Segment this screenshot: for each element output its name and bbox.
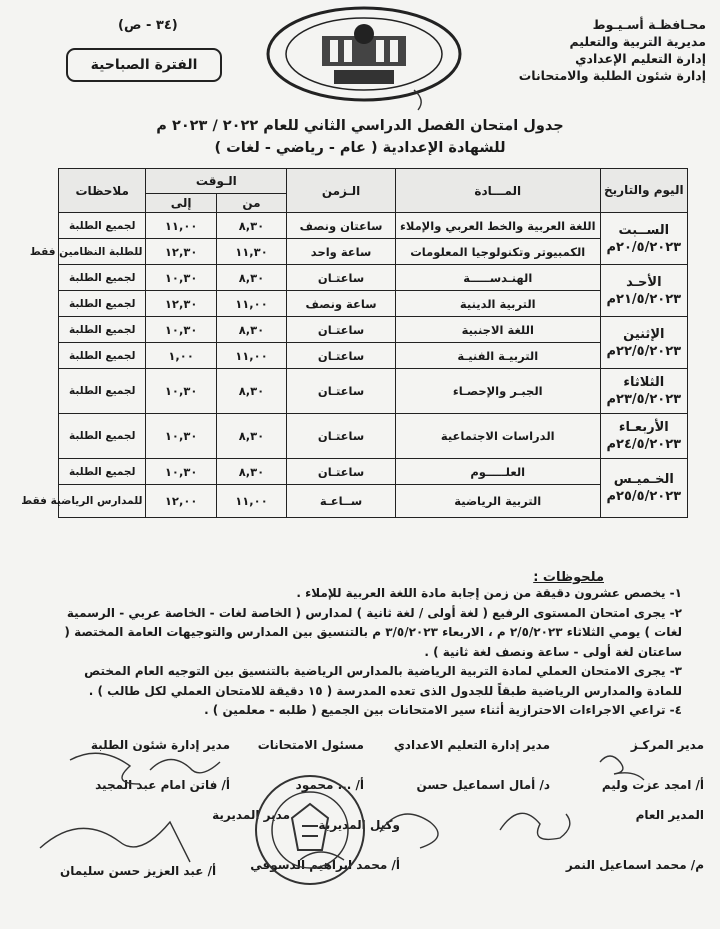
- signature-title: مدير المديرية: [212, 808, 290, 822]
- day-cell: [600, 265, 687, 317]
- column-header-duration: الـزمن: [287, 169, 396, 213]
- to-cell: ١٠,٣٠: [146, 265, 216, 291]
- from-cell: ١١,٣٠: [216, 239, 286, 265]
- table-row: [59, 343, 688, 369]
- table-row: [59, 213, 688, 239]
- column-header-notes: ملاحظات: [59, 169, 146, 213]
- column-header-subject: المـــادة: [395, 169, 600, 213]
- note-cell: لجميع الطلبة: [59, 291, 146, 317]
- to-cell: ١٠,٣٠: [146, 317, 216, 343]
- from-cell: ٨,٣٠: [216, 213, 286, 239]
- duration-cell: ساعة ونصف: [287, 291, 396, 317]
- header-line: إدارة التعليم الإعدادي: [575, 51, 706, 66]
- duration-cell: ســاعـة: [287, 485, 396, 518]
- note-cell: للطلبة النظامين فقط: [59, 239, 146, 265]
- page-title: جدول امتحان الفصل الدراسي الثاني للعام ٢٠٢٢ / ٢٠٢٣ م: [156, 118, 564, 134]
- to-cell: ١٢,٣٠: [146, 239, 216, 265]
- subject-cell: التربية الرياضية: [395, 485, 600, 518]
- signature-name: أ/ عبد العزيز حسن سليمان: [60, 864, 217, 878]
- header-line: مديرية التربية والتعليم: [569, 34, 706, 49]
- day-date: ٢٤/٥/٢٠٢٣م: [606, 437, 682, 452]
- note-cell: لجميع الطلبة: [59, 414, 146, 459]
- header-line: إدارة شئون الطلبة والامتحانات: [518, 68, 706, 83]
- shift-label: الفترة الصباحية: [66, 48, 222, 82]
- table-row: [59, 317, 688, 343]
- table-row: [59, 485, 688, 518]
- day-cell: [600, 459, 687, 518]
- to-cell: ١٢,٠٠: [146, 485, 216, 518]
- to-cell: ١,٠٠: [146, 343, 216, 369]
- table-row: [59, 291, 688, 317]
- from-cell: ١١,٠٠: [216, 343, 286, 369]
- table-row: [59, 414, 688, 459]
- column-header-to: إلى: [146, 194, 216, 213]
- day-date: ٢٥/٥/٢٠٢٣م: [606, 489, 682, 504]
- duration-cell: ساعتان ونصف: [287, 213, 396, 239]
- day-date: ٢٣/٥/٢٠٢٣م: [606, 392, 682, 407]
- subject-cell: الدراسات الاجتماعية: [395, 414, 600, 459]
- day-name: الخـميـس: [613, 472, 674, 487]
- note-cell: لجميع الطلبة: [59, 343, 146, 369]
- signature-title: المدير العام: [635, 808, 704, 822]
- from-cell: ٨,٣٠: [216, 265, 286, 291]
- note-cell: لجميع الطلبة: [59, 213, 146, 239]
- duration-cell: ساعتـان: [287, 459, 396, 485]
- directorate-logo-icon: [264, 4, 464, 114]
- signature-title: مسئول الامتحانات: [257, 738, 364, 752]
- column-header-time: الـوقت: [146, 169, 287, 194]
- note-cell: لجميع الطلبة: [59, 265, 146, 291]
- subject-cell: الهنـدســـــة: [395, 265, 600, 291]
- day-name: الأربعـاء: [618, 420, 669, 435]
- to-cell: ١٠,٣٠: [146, 369, 216, 414]
- day-cell: [600, 414, 687, 459]
- to-cell: ١٠,٣٠: [146, 459, 216, 485]
- to-cell: ١٠,٣٠: [146, 414, 216, 459]
- from-cell: ٨,٣٠: [216, 317, 286, 343]
- table-row: [59, 459, 688, 485]
- day-cell: [600, 213, 687, 265]
- to-cell: ١١,٠٠: [146, 213, 216, 239]
- form-code: (٣٤ - ص): [118, 18, 178, 33]
- note-cell: للمدارس الرياضية فقط: [59, 485, 146, 518]
- from-cell: ٨,٣٠: [216, 414, 286, 459]
- day-cell: [600, 369, 687, 414]
- to-cell: ١٢,٣٠: [146, 291, 216, 317]
- duration-cell: ساعتـان: [287, 317, 396, 343]
- subject-cell: التربية الدينية: [395, 291, 600, 317]
- subject-cell: التربيـة الفنيـة: [395, 343, 600, 369]
- from-cell: ٨,٣٠: [216, 459, 286, 485]
- note-cell: لجميع الطلبة: [59, 369, 146, 414]
- subject-cell: الجبـر والإحصـاء: [395, 369, 600, 414]
- notes-list: [52, 584, 682, 721]
- subject-cell: الكمبيوتر وتكنولوجيا المعلومات: [395, 239, 600, 265]
- note-item: ٣- يجرى الامتحان العملي لمادة التربية الرياضية بالمدارس الرياضية بالتنسيق بين التوجيه العام المختص للمادة والمدارس الرياضية طبقاً للجدول الذى تعده المدرسة ( ١٥ دقيقة للامتحان العملي لكل طالب ) .: [84, 664, 682, 698]
- day-date: ٢٢/٥/٢٠٢٣م: [606, 343, 682, 359]
- signature-name: د/ أمال اسماعيل حسن: [416, 778, 550, 792]
- signature-name: أ/ فاتن امام عبد المجيد: [95, 778, 230, 792]
- exam-schedule-table: [21, 168, 688, 518]
- from-cell: ١١,٠٠: [216, 291, 286, 317]
- duration-cell: ساعتـان: [287, 369, 396, 414]
- column-header-from: من: [216, 194, 286, 213]
- signature-name: أ/ محمد ابراهيم الدسوقي: [250, 858, 400, 872]
- subject-cell: العلـــــوم: [395, 459, 600, 485]
- table-row: [59, 265, 688, 291]
- note-cell: لجميع الطلبة: [59, 317, 146, 343]
- signature-title: مدير إدارة شئون الطلبة: [90, 738, 230, 752]
- day-name: الإثنين: [623, 326, 665, 342]
- notes-title: ملحوظات :: [533, 570, 604, 585]
- from-cell: ٨,٣٠: [216, 369, 286, 414]
- note-item: ١- يخصص عشرون دقيقة من زمن إجابة مادة اللغة العربية للإملاء .: [296, 586, 682, 600]
- from-cell: ١١,٠٠: [216, 485, 286, 518]
- column-header-day: اليوم والتاريخ: [600, 169, 687, 213]
- day-name: الثلاثاء: [623, 375, 665, 390]
- day-cell: [600, 317, 687, 369]
- duration-cell: ساعتـان: [287, 343, 396, 369]
- duration-cell: ساعة واحد: [287, 239, 396, 265]
- day-name: الأحـد: [626, 274, 662, 290]
- table-row: [59, 239, 688, 265]
- day-date: ٢٠/٥/٢٠٢٣م: [606, 239, 682, 255]
- subject-cell: اللغة العربية والخط العربي والإملاء: [395, 213, 600, 239]
- signature-name: أ/ ... محمود: [295, 778, 364, 792]
- note-item: ٤- تراعي الاجراءات الاحترازية أثناء سير الامتحانات بين الجميع ( طلبه - معلمين ) .: [204, 703, 682, 717]
- signature-name: م/ محمد اسماعيل النمر: [565, 858, 704, 872]
- header-line: محـافظـة أسـيـوط: [592, 17, 706, 32]
- page-subtitle: للشهادة الإعدادية ( عام - رياضي - لغات ): [214, 140, 506, 156]
- note-item: ٢- يجرى امتحان المستوى الرفيع ( لغة أولى / لغة ثانية ) لمدارس ( الخاصة لغات - الخاصة عربي - الرسمية لغات ) يومي الثلاثاء ٢/٥/٢٠٢٣ م ، الاربعاء ٣/٥/٢٠٢٣ م بالتنسيق بين المدارس والتوجيهات العامة المختصة ( ساعتان لغة أولى - ساعة ونصف لغة ثانية ) .: [64, 605, 682, 659]
- table-row: [59, 369, 688, 414]
- signature-title: مدير المركـز: [630, 738, 704, 752]
- day-date: ٢١/٥/٢٠٢٣م: [606, 291, 682, 307]
- duration-cell: ساعتـان: [287, 414, 396, 459]
- duration-cell: ساعتـان: [287, 265, 396, 291]
- handwritten-signatures-icon: [0, 740, 720, 929]
- signature-name: أ/ امجد عزت وليم: [601, 778, 704, 792]
- signature-title: مدير إدارة التعليم الاعدادي: [393, 738, 550, 752]
- governorate-header: [496, 16, 706, 84]
- note-cell: لجميع الطلبة: [59, 459, 146, 485]
- signature-title: وكيل المديرية: [318, 818, 400, 832]
- subject-cell: اللغة الاجنبية: [395, 317, 600, 343]
- day-name: الســبت: [618, 222, 670, 238]
